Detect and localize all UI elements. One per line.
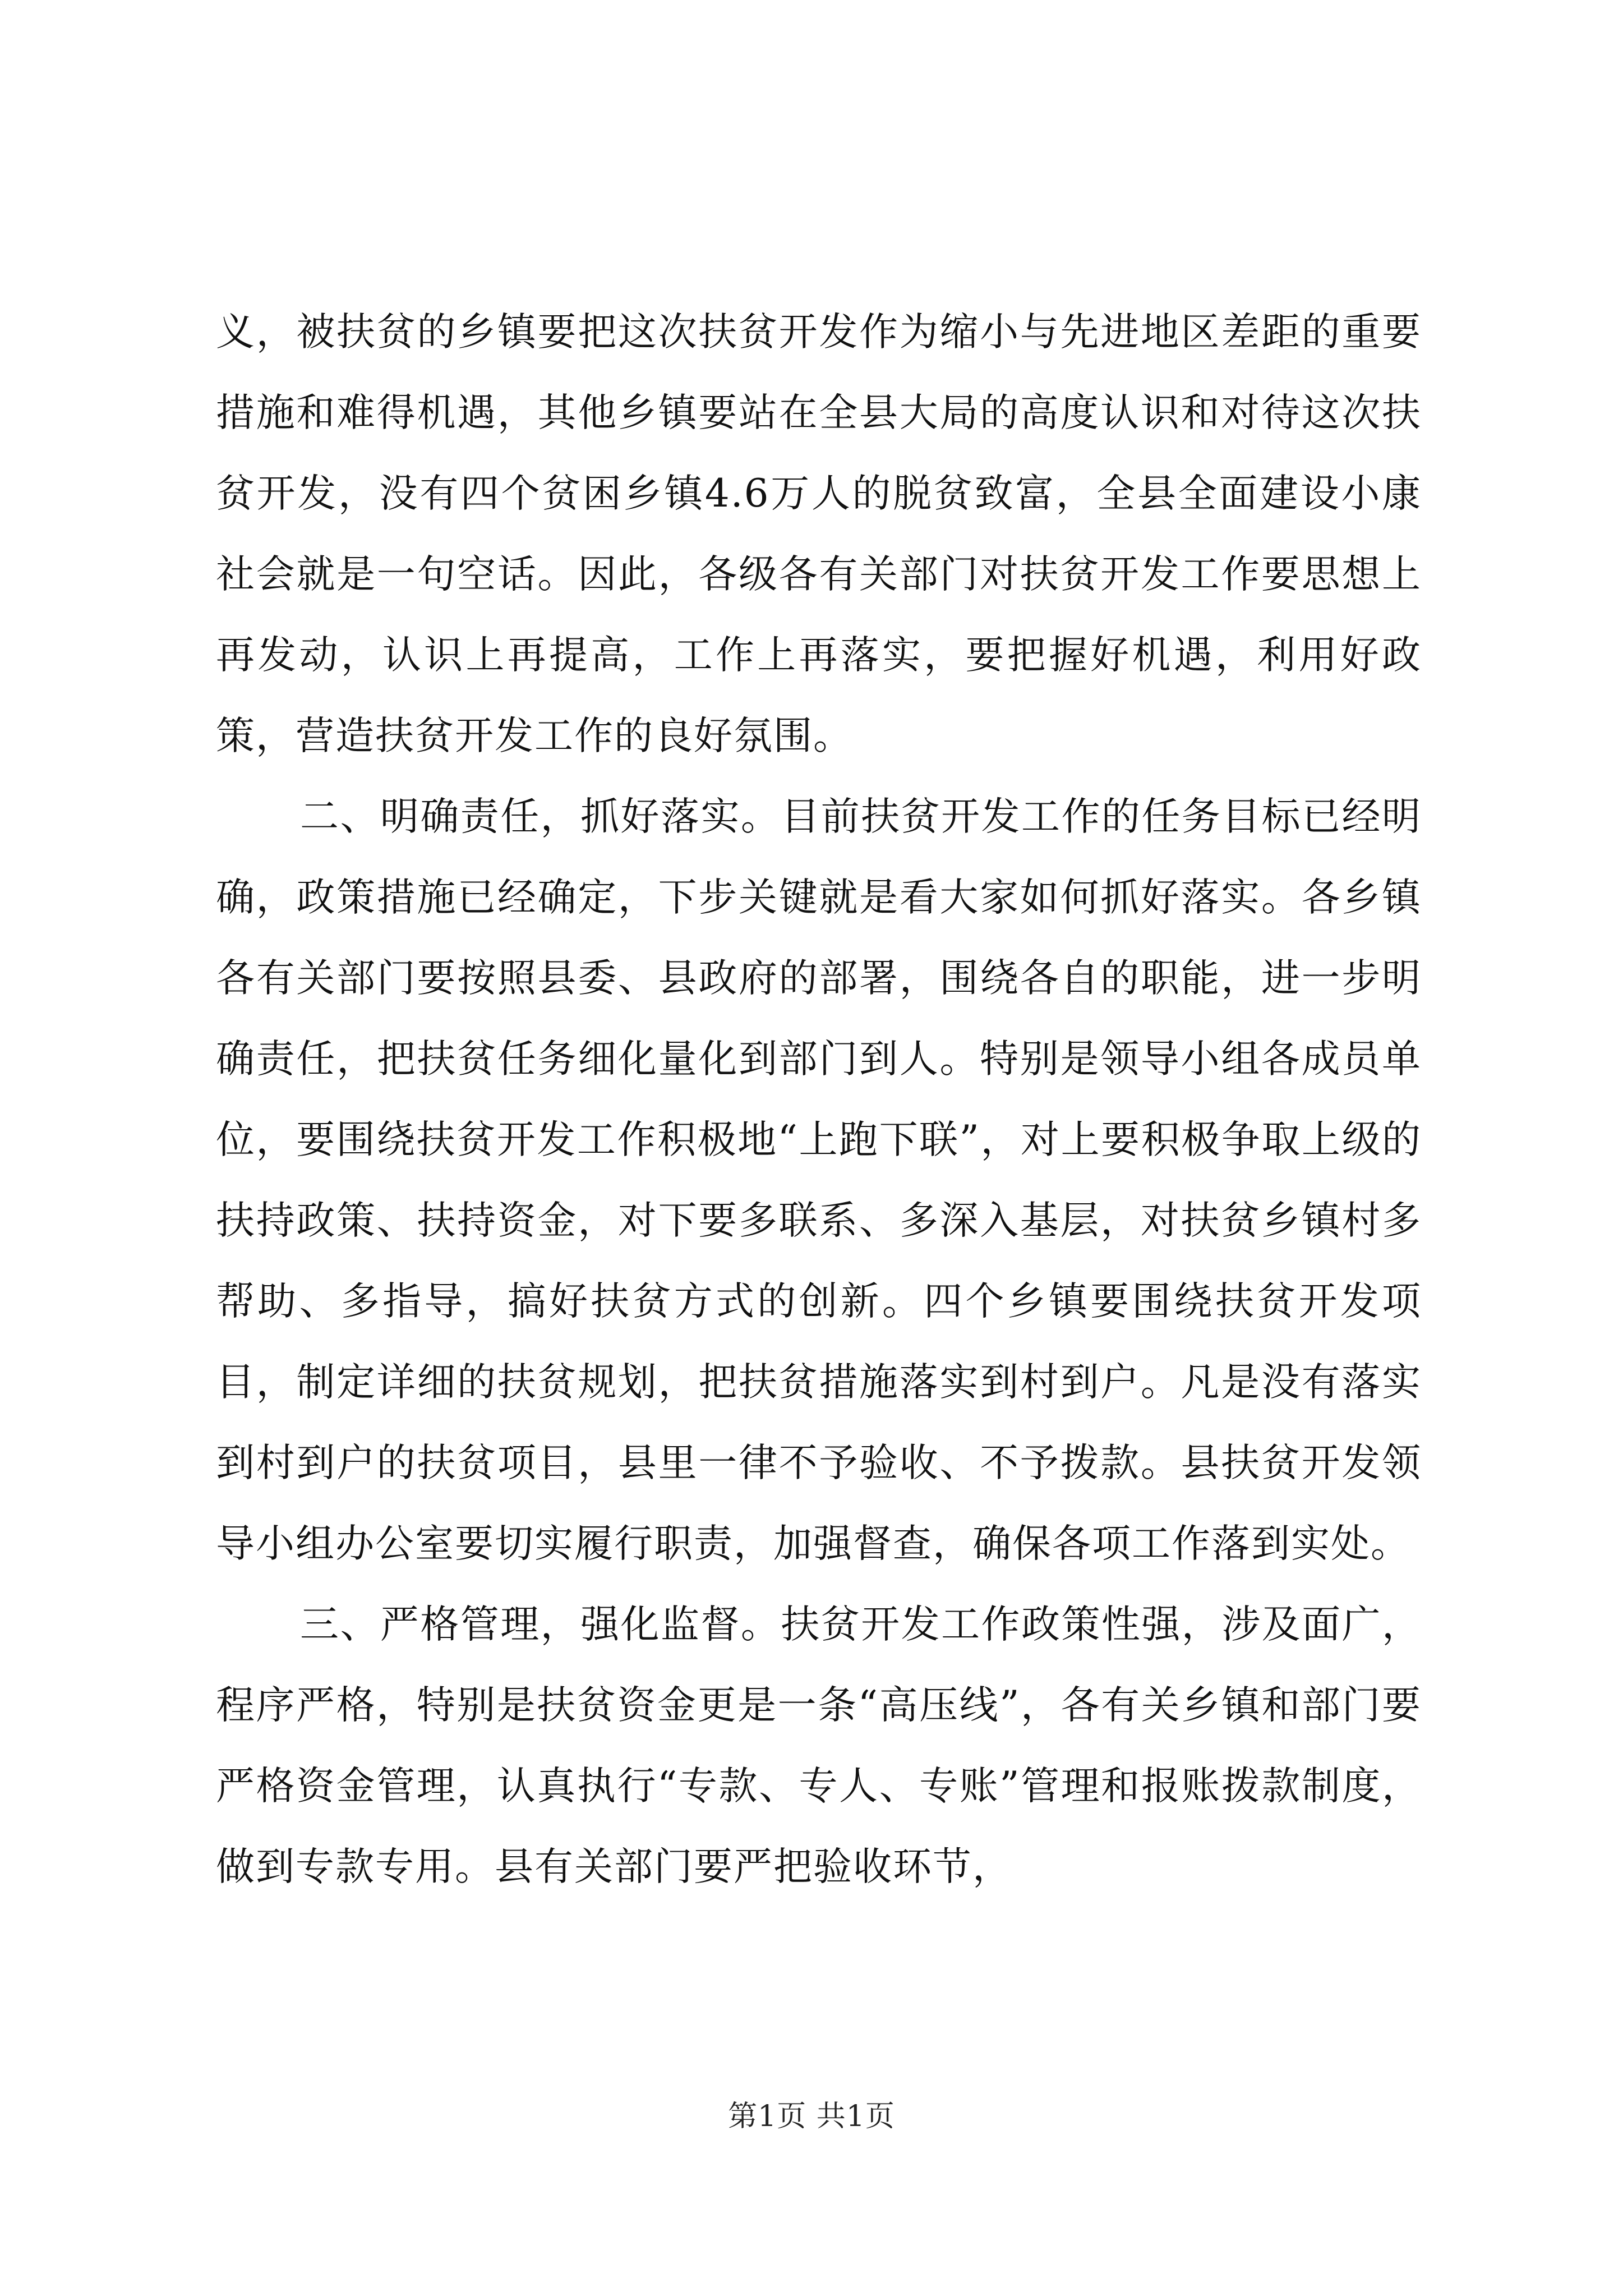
page-number-footer: 第1页 共1页	[728, 2100, 895, 2133]
paragraph-continuation: 义，被扶贫的乡镇要把这次扶贫开发作为缩小与先进地区差距的重要措施和难得机遇，其他乡镇要站在全县大局的高度认识和对待这次扶贫开发，没有四个贫困乡镇4.6万人的脱贫致富，全县全面建设小康社会就是一句空话。因此，各级各有关部门对扶贫开发工作要思想上再发动，认识上再提高，工作上再落实，要把握好机遇，利用好政策，营造扶贫开发工作的良好氛围。	[216, 310, 1422, 758]
paragraph-section-two: 二、明确责任，抓好落实。目前扶贫开发工作的任务目标已经明确，政策措施已经确定，下步关键就是看大家如何抓好落实。各乡镇各有关部门要按照县委、县政府的部署，围绕各自的职能，进一步明确责任，把扶贫任务细化量化到部门到人。特别是领导小组各成员单位，要围绕扶贫开发工作积极地“上跑下联”，对上要积极争取上级的扶持政策、扶持资金，对下要多联系、多深入基层，对扶贫乡镇村多帮助、多指导，搞好扶贫方式的创新。四个乡镇要围绕扶贫开发项目，制定详细的扶贫规划，把扶贫措施落实到村到户。凡是没有落实到村到户的扶贫项目，县里一律不予验收、不予拨款。县扶贫开发领导小组办公室要切实履行职责，加强督查，确保各项工作落到实处。	[216, 794, 1422, 1566]
document-body	[216, 292, 1422, 1907]
paragraph-section-three: 三、严格管理，强化监督。扶贫开发工作政策性强，涉及面广，程序严格，特别是扶贫资金更是一条“高压线”，各有关乡镇和部门要严格资金管理，认真执行“专款、专人、专账”管理和报账拨款制度，做到专款专用。县有关部门要严把验收环节，	[216, 1602, 1422, 1889]
